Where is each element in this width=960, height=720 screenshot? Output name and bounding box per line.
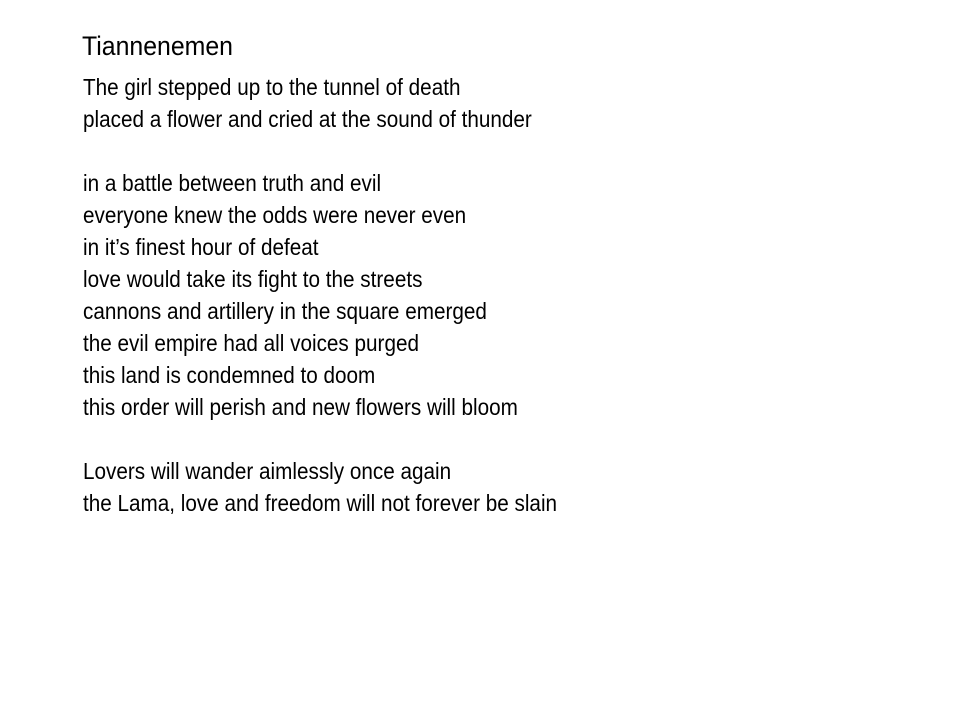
poem-line: in it’s finest hour of defeat	[83, 234, 319, 260]
stanza-1	[83, 71, 883, 135]
poem-line: the Lama, love and freedom will not forever be slain	[83, 490, 558, 516]
stanza-2	[83, 167, 883, 423]
poem-line: love would take its fight to the streets	[83, 266, 423, 292]
poem-line: this order will perish and new flowers will bloom	[83, 394, 518, 420]
poem-body	[83, 71, 883, 551]
poem-line: this land is condemned to doom	[83, 362, 376, 388]
poem-line: The girl stepped up to the tunnel of death	[83, 74, 461, 100]
poem-line: the evil empire had all voices purged	[83, 330, 419, 356]
poem-title: Tiannenemen	[82, 31, 233, 61]
poem-line: placed a flower and cried at the sound of thunder	[83, 106, 532, 132]
poem-line: everyone knew the odds were never even	[83, 202, 467, 228]
poem-line: cannons and artillery in the square emerged	[83, 298, 487, 324]
poem-line: in a battle between truth and evil	[83, 170, 382, 196]
stanza-3	[83, 455, 883, 519]
poem-line: Lovers will wander aimlessly once again	[83, 458, 452, 484]
